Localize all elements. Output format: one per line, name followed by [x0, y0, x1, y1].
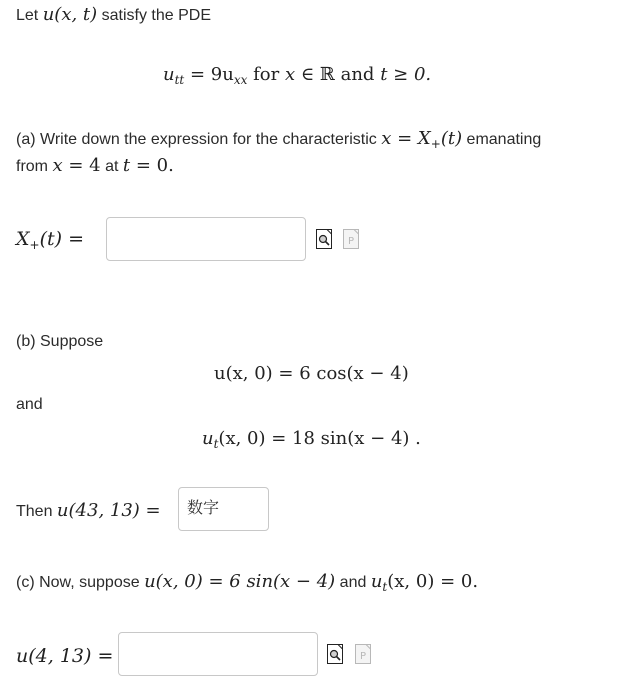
x4-var: x — [52, 155, 63, 176]
preview-icon[interactable] — [316, 229, 332, 249]
part-b-suppose: (b) Suppose — [16, 333, 104, 350]
svg-text:P: P — [347, 236, 355, 247]
pde-lhs: u — [163, 64, 175, 85]
velocity-rest: (x, 0) = 18 sin(x − 4) . — [218, 428, 421, 449]
part-b-then — [16, 500, 161, 521]
part-a-line1 — [16, 128, 541, 149]
part-b-and: and — [16, 396, 43, 413]
help-icon[interactable] — [355, 644, 371, 664]
part-c-answer-label: u(4, 13) = — [16, 645, 114, 667]
x4-value: = 4 — [68, 155, 101, 176]
char-X: X — [417, 128, 431, 149]
help-icon[interactable] — [343, 229, 359, 249]
pde-condition: t ≥ 0. — [380, 64, 432, 85]
char-t: (t) — [440, 128, 463, 149]
velocity-u: u — [202, 428, 214, 449]
u-43-13-input[interactable] — [178, 487, 269, 531]
intro-prefix: Let — [16, 7, 39, 24]
label-t: (t) = — [39, 228, 85, 250]
part-c-suppose: (c) Now, suppose — [16, 574, 140, 591]
pde-x: x — [284, 64, 296, 85]
intro-function: u(x, t) — [42, 4, 98, 25]
pde-equation — [163, 64, 431, 85]
part-a-from: from — [16, 158, 48, 175]
then-label: Then — [16, 503, 53, 520]
label-plus: + — [29, 238, 40, 252]
pde-rhs: = 9u — [189, 64, 234, 85]
t0-var: t — [122, 155, 131, 176]
t0-value: = 0. — [135, 155, 174, 176]
char-plus: + — [430, 137, 441, 151]
pde-lhs-sub: tt — [174, 73, 185, 87]
part-a-line2 — [16, 155, 174, 176]
part-a-at: at — [105, 158, 119, 175]
then-expression: u(43, 13) = — [56, 500, 161, 521]
char-eq: = — [397, 128, 413, 149]
char-x: x — [381, 128, 392, 149]
pde-and: and — [340, 64, 375, 85]
part-a-emanating: emanating — [466, 131, 542, 148]
part-c-line — [16, 571, 478, 592]
velocity-sub: t — [213, 437, 219, 451]
part-c-velocity-u: u — [370, 571, 383, 592]
part-c-velocity-rest: (x, 0) = 0. — [387, 571, 479, 592]
intro-line — [16, 4, 211, 25]
part-c-velocity-sub: t — [382, 580, 388, 594]
part-b-initial-displacement: u(x, 0) = 6 cos(x − 4) — [214, 363, 409, 384]
characteristic-answer-input[interactable] — [106, 217, 306, 261]
preview-icon[interactable] — [327, 644, 343, 664]
pde-for: for — [253, 64, 280, 85]
label-X: X — [16, 228, 30, 250]
part-a-answer-label — [16, 228, 84, 250]
part-a-question: (a) Write down the expression for the characteristic — [16, 131, 377, 148]
part-b-initial-velocity — [202, 428, 421, 449]
part-c-and: and — [339, 574, 367, 591]
part-c-initial-displacement: u(x, 0) = 6 sin(x − 4) — [144, 571, 336, 592]
intro-suffix: satisfy the PDE — [101, 7, 211, 24]
pde-rhs-sub: xx — [233, 73, 248, 87]
u-4-13-input[interactable] — [118, 632, 318, 676]
pde-domain: ∈ ℝ — [300, 64, 335, 85]
svg-text:P: P — [359, 651, 367, 662]
